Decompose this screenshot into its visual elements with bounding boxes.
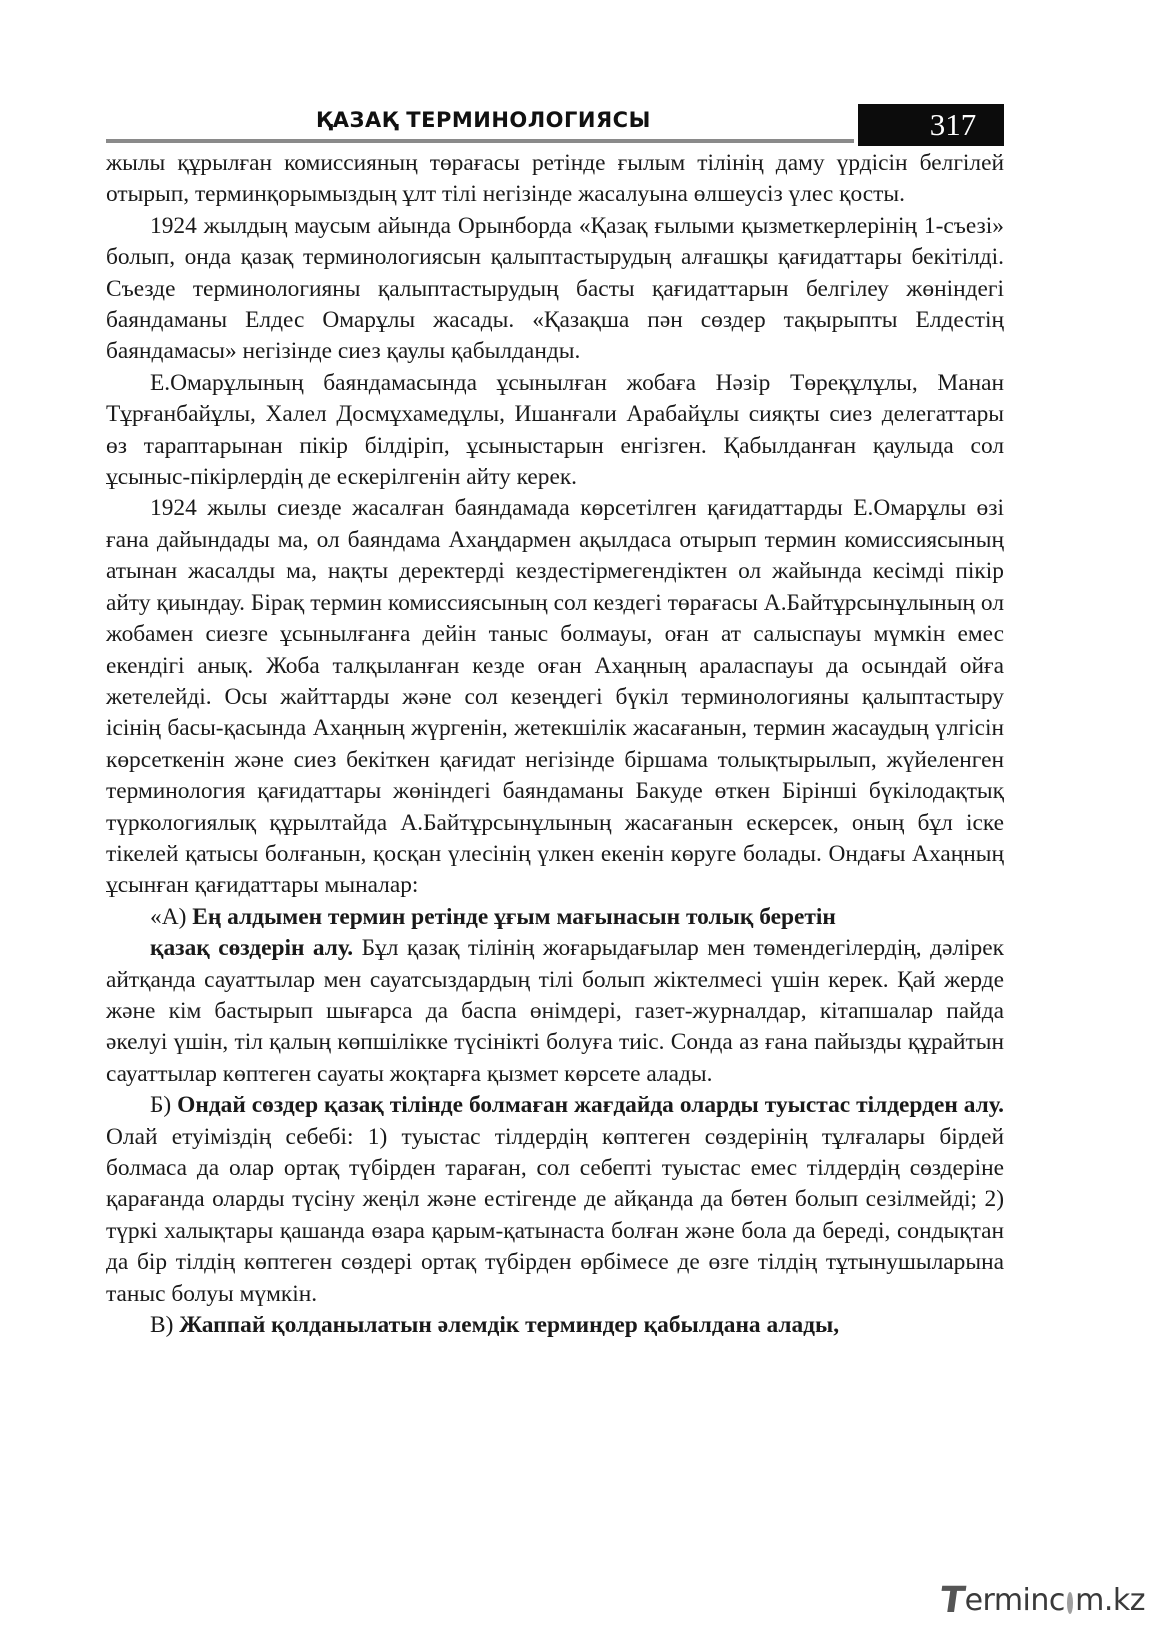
watermark-part1: erminc bbox=[964, 1582, 1065, 1618]
principle-a-text: Бұл қазақ тілінің жоғарыдағылар мен төмендегілердің, дәлірек айтқанда сауаттылар мен сауатсыздардың тілі болып жіктелмесі үшін керек. Қай жерде және кім бастырып шығарса да баспа өнімдері, газет-журналдар, кітапшалар пайда әкелуі үшін, тіл қалың көпшілікке түсінікті болуға тиіс. Сонда аз ғана пайызды құрайтын сауаттылар көптеген сауаты жоқтарға қызмет көрсете алады. bbox=[106, 935, 1004, 1087]
principle-b-text: Олай етуіміздің себебі: 1) туыстас тілдердің көптеген сөздерінің тұлғалары бірдей болмаса да олар ортақ түбірден тараған, сол себепті туыстас емес тілдердің сөздеріне қарағанда оларды түсіну жеңіл және естігенде де айқанда да бөтен болып сезілмейді; 2) түркі халықтары қашанда өзара қарым-қатынаста болған және бола да береді, сондықтан да бір тілдің көптеген сөздері ортақ түбірден өрбімесе де өзге тілдің тұтынушыларына таныс болуы мүмкін. bbox=[106, 1123, 1004, 1307]
principle-a-bold-line1: Ең алдымен термин ретінде ұғым мағынасын толық беретін bbox=[192, 903, 836, 930]
principle-a-body bbox=[106, 933, 1004, 1090]
running-header bbox=[106, 104, 1004, 146]
principle-c-label: В) bbox=[150, 1312, 180, 1339]
principle-a-label: «А) bbox=[150, 903, 193, 930]
header-rule bbox=[106, 139, 854, 143]
paragraph-3: Е.Омарұлының баяндамасында ұсынылған жобаға Нәзір Төреқұлұлы, Манан Тұрғанбайұлы, Халел Досмұхамедұлы, Ишанғали Арабайұлы сияқты сиез делегаттары өз тараптарынан пікір білдіріп, ұсыныстарын енгізген. Қабылданған қаулыда сол ұсыныс-пікірлердің де ескерілгенін айту керек. bbox=[106, 369, 1004, 491]
watermark-part2: m.kz bbox=[1075, 1582, 1145, 1618]
principle-a-bold-line2: қазақ сөздерін алу. bbox=[150, 935, 354, 962]
termincom-watermark-logo bbox=[937, 1579, 1145, 1621]
principle-c bbox=[106, 1310, 1004, 1341]
paragraph-4: 1924 жылы сиезде жасалған баяндамада көрсетілген қағидаттарды Е.Омарұлы өзі ғана дайындады ма, ол баяндама Ахаңдармен ақылдаса отырып термин комиссиясының атынан жасалды ма, нақты деректерді кездестірмегендіктен ол жайында кесімді пікір айту қиындау. Бірақ термин комиссиясының сол кездегі төрағасы А.Байтұрсынұлының ол жобамен сиезге ұсынылғанға дейін таныс болмауы, оған ат салыспауы мүмкін емес екендігі анық. Жоба талқыланған кезде оған Ахаңның араласпауы да осындай ойға жетелейді. Осы жайттарды және сол кезеңдегі бүкіл терминологияны қалыптастыру ісінің басы-қасында Ахаңның жүргенін, жетекшілік жасағанын, термин жасаудың үлгісін көрсеткенін және сиез бекіткен қағидат негізінде біршама толықтырылып, жүйеленген терминология қағидаттары жөніндегі баяндаманы Бакуде өткен Бірінші бүкілодақтық түркологиялық құрылтайда А.Байтұрсынұлының жасағанын ескерсек, оның бұл іске тікелей қатысы болғанын, қосқан үлесінің үлкен екенін көруге болады. Ондағы Ахаңның ұсынған қағидаттары мыналар: bbox=[106, 495, 1004, 899]
principle-b-label: Б) bbox=[150, 1092, 178, 1119]
watermark-o-ring bbox=[1067, 1592, 1073, 1614]
principle-b bbox=[106, 1090, 1004, 1310]
principle-a-heading bbox=[106, 902, 1004, 933]
running-title: ҚАЗАҚ ТЕРМИНОЛОГИЯСЫ bbox=[316, 108, 651, 132]
principle-c-bold: Жаппай қолданылатын әлемдік терминдер қабылдана алады, bbox=[179, 1312, 840, 1339]
page-number: 317 bbox=[858, 104, 1004, 146]
paragraph-2: 1924 жылдың маусым айында Орынборда «Қазақ ғылыми қызметкерлерінің 1-съезі» болып, онда қазақ терминологиясын қалыптастырудың алғашқы қағидаттары бекітілді. Съезде терминологияны қалыптастырудың басты қағидаттарын белгілеу жөніндегі баяндаманы Елдес Омарұлы жасады. «Қазақша пән сөздер тақырыпты Елдестің баяндамасы» негізінде сиез қаулы қабылданды. bbox=[106, 212, 1004, 365]
principle-b-bold: Ондай сөздер қазақ тілінде болмаған жағдайда оларды туыстас тілдерден алу. bbox=[177, 1092, 1004, 1119]
body-text bbox=[106, 148, 1004, 1341]
paragraph-1: жылы құрылған комиссияның төрағасы ретінде ғылым тілінің даму үрдісін белгілей отырып, терминқорымыздың ұлт тілі негізінде жасалуына өлшеусіз үлес қосты. bbox=[106, 150, 1004, 208]
watermark-t: T bbox=[937, 1579, 968, 1621]
